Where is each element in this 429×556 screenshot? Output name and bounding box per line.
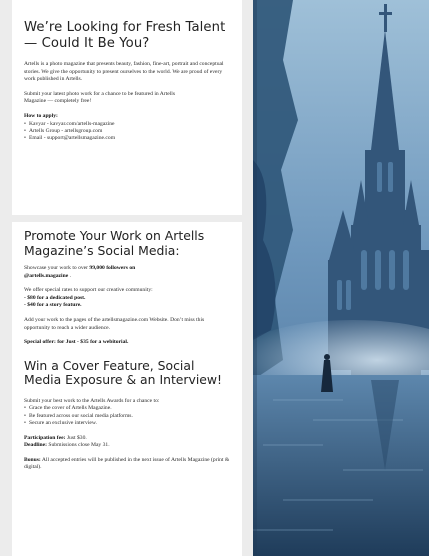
apply-item-kavyar[interactable]: • Kavyar - kavyar.com/artells-magazine	[24, 121, 230, 128]
talent-panel	[12, 0, 242, 215]
cover-item: • Grace the cover of Artells Magazine.	[24, 405, 230, 412]
cathedral-illustration	[253, 0, 429, 556]
apply-item-email[interactable]: • Email - support@artellsmagazine.com	[24, 135, 230, 142]
cover-list	[24, 405, 230, 427]
showcase-text: Showcase your work to over 99,000 followers on @artells.magazine .	[24, 265, 136, 279]
talent-submit-text: Submit your latest photo work for a chance to be featured in Artells Magazine — completely free!	[24, 90, 175, 105]
cover-item: • Secure an exclusive interview.	[24, 420, 230, 427]
promo-panel	[12, 222, 242, 556]
cover-title: Win a Cover Feature, Social Media Exposure & an Interview!	[24, 357, 223, 388]
special-offer: Special offer: for Just - $35 for a webitorial.	[24, 339, 129, 346]
rate-story: - $40 for a story feature.	[24, 302, 82, 309]
talent-intro: Artells is a photo magazine that presents beauty, fashion, fine-art, portrait and conceptual stories. We give the opportunity to present ourselves to the world. We are proud of every work published in Artells.	[24, 61, 224, 83]
social-title: Promote Your Work on Artells Magazine’s Social Media:	[24, 228, 205, 258]
apply-item-group[interactable]: • Artells Group - artellsgroup.com	[24, 128, 230, 135]
apply-list	[24, 121, 230, 143]
cover-item: • Be featured across our social media platforms.	[24, 413, 230, 420]
website-text: Add your work to the pages of the artellsmagazine.com Website. Don’t miss this opportunity to reach a wider audience.	[24, 316, 205, 331]
cathedral-photo	[253, 0, 429, 556]
talent-title: We’re Looking for Fresh Talent — Could It Be You?	[24, 20, 226, 51]
cover-intro: Submit your best work to the Artells Awards for a chance to:	[24, 397, 160, 404]
how-to-apply-label: How to apply:	[24, 112, 58, 119]
deadline: Deadline: Submissions close May 31.	[24, 442, 110, 449]
rates-intro: We offer special rates to support our creative community:	[24, 287, 153, 294]
participation-fee: Participation fee: Just $30.	[24, 434, 87, 441]
rate-post: - $80 for a dedicated post.	[24, 294, 86, 301]
bonus: Bonus: All accepted entries will be published in the next issue of Artells Magazine (print & digital).	[24, 456, 230, 471]
